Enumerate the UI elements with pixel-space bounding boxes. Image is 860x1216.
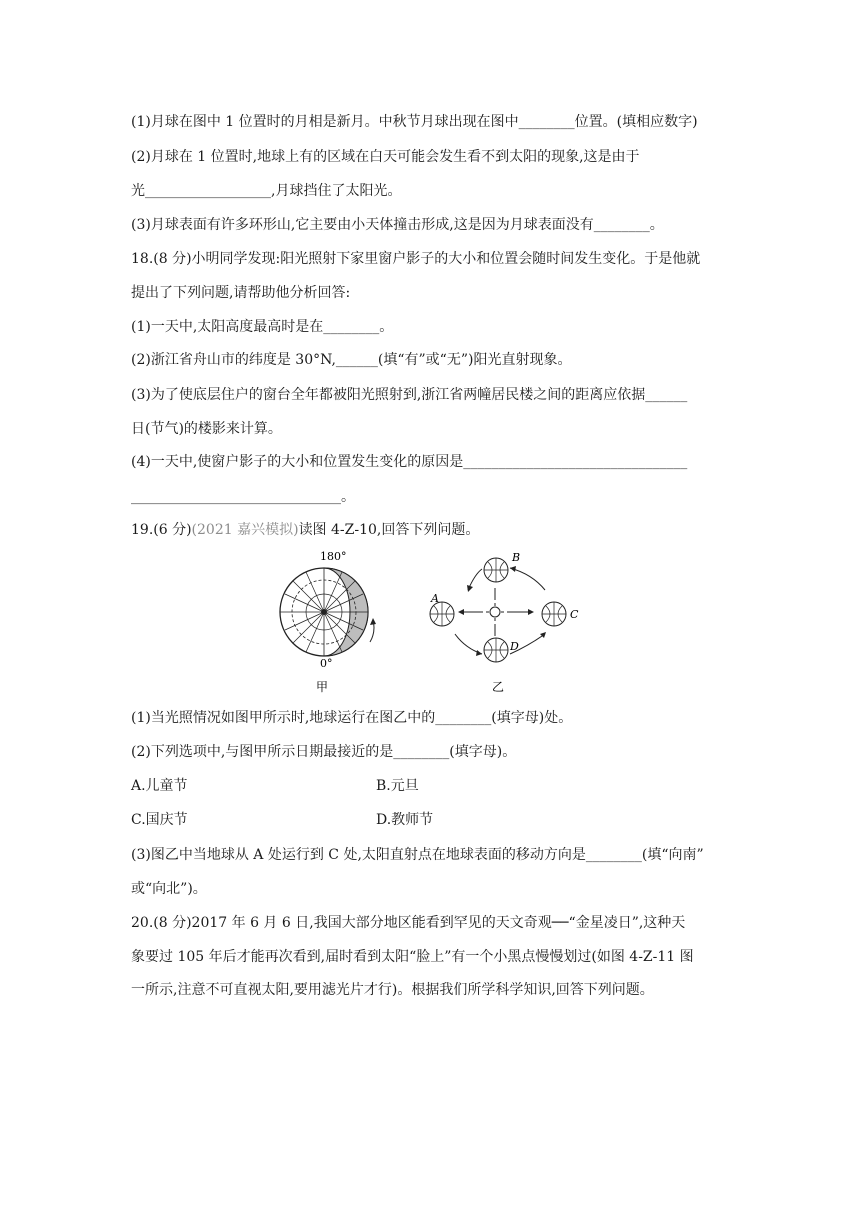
option-d: D.教师节 bbox=[376, 812, 434, 828]
option-c: C.国庆节 bbox=[131, 812, 188, 828]
q19-number: 19.(6 分) bbox=[131, 522, 192, 538]
q20-line1: 20.(8 分)2017 年 6 月 6 日,我国大部分地区能看到罕见的天文奇观──“金星凌日”,这种天 bbox=[131, 915, 686, 931]
option-a: A.儿童节 bbox=[131, 778, 188, 794]
q20-line2: 象要过 105 年后才能再次看到,届时看到太阳“脸上”有一个小黑点慢慢划过(如图 4-Z-11 图 bbox=[131, 949, 694, 965]
q18-header-line1: 18.(8 分)小明同学发现:阳光照射下家里窗户影子的大小和位置会随时间发生变化。于是他就 bbox=[131, 251, 701, 267]
earth-c-icon bbox=[542, 602, 566, 626]
label-180: 180° bbox=[320, 550, 347, 563]
label-b: B bbox=[512, 551, 521, 564]
q18-part3-line1: (3)为了使底层住户的窗台全年都被阳光照射到,浙江省两幢居民楼之间的距离应依据______ bbox=[131, 387, 688, 403]
q19-part2: (2)下列选项中,与图甲所示日期最接近的是________(填字母)。 bbox=[131, 744, 517, 760]
diagram-yi bbox=[430, 551, 579, 694]
q19-options-row1 bbox=[131, 776, 731, 796]
q17-part1: (1)月球在图中 1 位置时的月相是新月。中秋节月球出现在图中________位置。(填相应数字) bbox=[131, 114, 698, 130]
q20-line3: 一所示,注意不可直视太阳,要用滤光片才行)。根据我们所学科学知识,回答下列问题。 bbox=[131, 982, 654, 998]
figure-svg bbox=[270, 546, 600, 696]
sun-icon bbox=[486, 603, 504, 621]
q17-part3: (3)月球表面有许多环形山,它主要由小天体撞击形成,这是因为月球表面没有________。 bbox=[131, 217, 664, 233]
q18-part4-line2: ______________________________。 bbox=[131, 489, 355, 505]
label-0: 0° bbox=[320, 657, 333, 670]
label-c: C bbox=[570, 608, 579, 621]
label-yi: 乙 bbox=[492, 680, 505, 694]
q19-figure bbox=[270, 546, 600, 696]
q18-header-line2: 提出了下列问题,请帮助他分析回答: bbox=[131, 285, 351, 301]
label-d: D bbox=[510, 640, 519, 653]
q17-part2-line1: (2)月球在 1 位置时,地球上有的区域在白天可能会发生看不到太阳的现象,这是由于 bbox=[131, 149, 640, 165]
q19-options-row2 bbox=[131, 810, 731, 830]
diagram-jia bbox=[280, 550, 376, 694]
earth-a-icon bbox=[430, 602, 454, 626]
q19-part3-line2: 或“向北”)。 bbox=[131, 881, 207, 897]
q19-part3-line1: (3)图乙中当地球从 A 处运行到 C 处,太阳直射点在地球表面的移动方向是________(填“向南” bbox=[131, 847, 704, 863]
q18-part4-line1: (4)一天中,使窗户影子的大小和位置发生变化的原因是________________________________ bbox=[131, 454, 688, 470]
earth-d-icon bbox=[484, 638, 508, 662]
q19-source: (2021 嘉兴模拟) bbox=[191, 522, 299, 538]
q19-part1: (1)当光照情况如图甲所示时,地球运行在图乙中的________(填字母)处。 bbox=[131, 710, 573, 726]
label-jia: 甲 bbox=[316, 680, 329, 694]
q17-part2-line2: 光__________________,月球挡住了太阳光。 bbox=[131, 183, 402, 199]
earth-b-icon bbox=[484, 558, 508, 582]
q18-part3-line2: 日(节气)的楼影来计算。 bbox=[131, 421, 282, 437]
q19-header bbox=[131, 520, 479, 540]
q18-part1: (1)一天中,太阳高度最高时是在________。 bbox=[131, 319, 394, 335]
option-b: B.元旦 bbox=[376, 778, 419, 794]
label-a: A bbox=[431, 592, 439, 605]
q19-instruction: 读图 4-Z-10,回答下列问题。 bbox=[298, 522, 480, 538]
q18-part2: (2)浙江省舟山市的纬度是 30°N,______(填“有”或“无”)阳光直射现象。 bbox=[131, 352, 572, 368]
